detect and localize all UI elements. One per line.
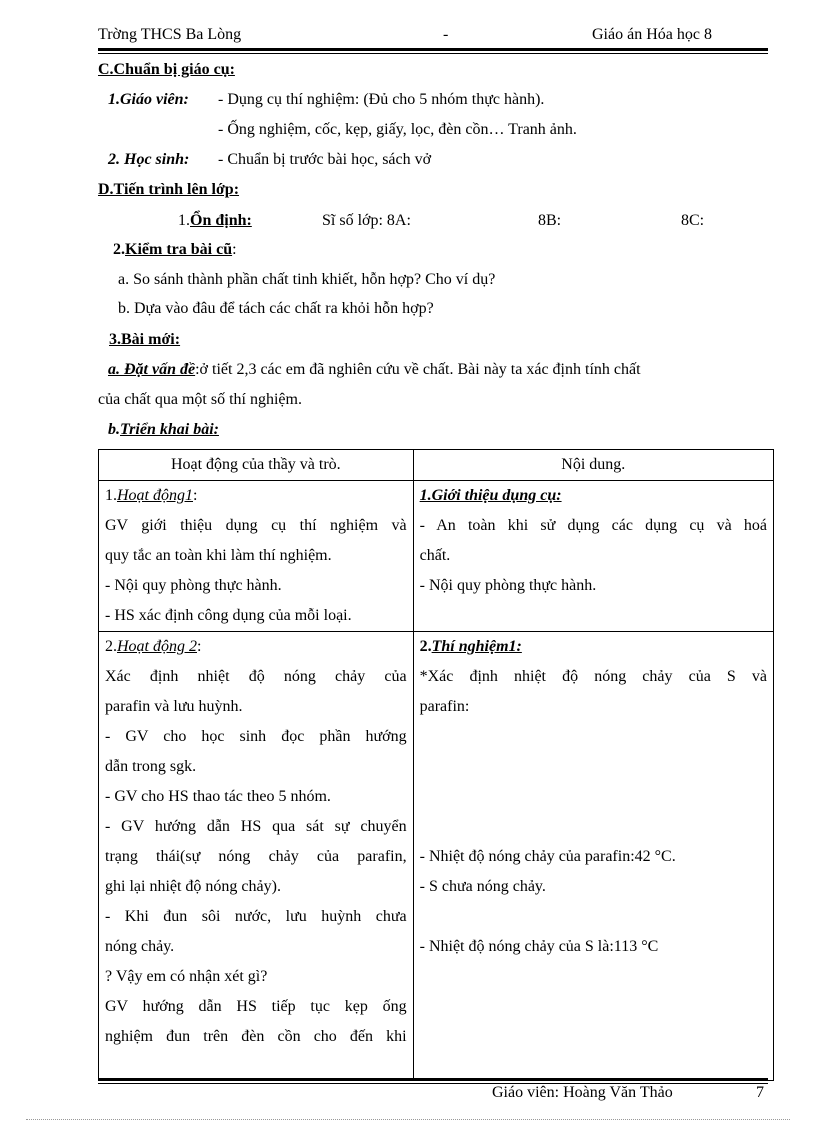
r2-left-line: - Khi đun sôi nước, lưu huỳnh chưa xyxy=(105,908,407,925)
r1-left-line: quy tắc an toàn khi làm thí nghiệm. xyxy=(105,547,332,564)
table-row xyxy=(99,632,774,1081)
activity1-label: Hoạt động1 xyxy=(117,487,193,504)
r2-right-heading xyxy=(420,632,767,662)
r2-right-num: 2. xyxy=(419,638,432,655)
ktbc-label: Kiểm tra bài cũ xyxy=(125,241,233,258)
r2-right-line: *Xác định nhiệt độ nóng chảy của S và xyxy=(419,668,767,685)
r2-right-line: - Nhiệt độ nóng chảy của S là:113 °C xyxy=(419,938,659,955)
r2-left-line: ghi lại nhiệt độ nóng chảy). xyxy=(105,878,281,895)
r2-left-line: Xác định nhiệt độ nóng chảy của xyxy=(105,668,407,685)
r2-right-title: Thí nghiệm1: xyxy=(431,638,522,655)
question-b: b. Dựa vào đâu để tách các chất ra khỏi hỗn hợp? xyxy=(118,300,434,317)
r2-left-line: GV hướng dẫn HS tiếp tục kẹp ống xyxy=(105,998,407,1015)
on-dinh-num: 1. xyxy=(178,212,190,229)
row2-left-cell xyxy=(99,632,414,1081)
activity2-num: 2. xyxy=(105,638,117,655)
spacer xyxy=(420,752,767,782)
row2-right-cell xyxy=(413,632,773,1081)
activity2-heading xyxy=(105,632,407,662)
header-rule-thick xyxy=(98,48,768,51)
activity2-colon: : xyxy=(197,638,202,655)
r2-right-line: parafin: xyxy=(419,698,470,715)
spacer xyxy=(420,722,767,752)
spacer xyxy=(420,902,767,932)
teacher-line-2: - Ống nghiệm, cốc, kẹp, giấy, lọc, đèn cồn… Tranh ảnh. xyxy=(218,121,577,138)
class-8b: 8B: xyxy=(538,212,562,229)
r2-left-line: dẫn trong sgk. xyxy=(105,758,197,775)
r2-left-line: - GV hướng dẫn HS qua sát sự chuyển xyxy=(105,818,407,835)
bai-moi-heading: 3.Bài mới: xyxy=(109,331,181,348)
spacer xyxy=(420,782,767,812)
trien-khai-prefix: b. xyxy=(108,421,120,438)
header-dash: - xyxy=(443,26,449,43)
row1-left-cell xyxy=(99,481,414,632)
r2-right-line: - S chưa nóng chảy. xyxy=(419,878,546,895)
student-label: 2. Học sinh: xyxy=(108,151,190,168)
ktbc-heading xyxy=(113,241,237,259)
r1-right-title: 1.Giới thiệu dụng cụ: xyxy=(419,487,562,504)
r1-right-line: - Nội quy phòng thực hành. xyxy=(419,577,597,594)
row1-right-cell xyxy=(413,481,773,632)
r2-right-line: - Nhiệt độ nóng chảy của parafin:42 °C. xyxy=(419,848,676,865)
dat-van-de-label: a. Đặt vấn đề xyxy=(108,361,196,378)
r2-left-line: nóng chảy. xyxy=(105,938,175,955)
r2-left-line: parafin và lưu huỳnh. xyxy=(105,698,243,715)
r1-left-line: - HS xác định công dụng của mỗi loại. xyxy=(105,607,352,624)
header-school: Trờng THCS Ba Lòng xyxy=(98,26,242,43)
footer-teacher: Giáo viên: Hoàng Văn Thảo xyxy=(492,1084,673,1101)
r1-left-line: GV giới thiệu dụng cụ thí nghiệm và xyxy=(105,517,407,534)
activity2-label: Hoạt động 2 xyxy=(117,638,197,655)
table-row xyxy=(99,481,774,632)
col2-header: Nội dung. xyxy=(413,450,773,481)
teacher-label: 1.Giáo viên: xyxy=(108,91,189,108)
question-a: a. So sánh thành phần chất tinh khiết, hỗn hợp? Cho ví dụ? xyxy=(118,271,496,288)
table-header-row xyxy=(99,450,774,481)
ktbc-colon: : xyxy=(232,241,237,258)
header-rule-thin xyxy=(98,53,768,54)
r2-left-line: nghiệm đun trên đèn cồn cho đến khi xyxy=(105,1028,407,1045)
footer-rule-thick xyxy=(98,1078,768,1081)
dat-van-de-text2: của chất qua một số thí nghiệm. xyxy=(98,391,302,408)
on-dinh xyxy=(178,212,252,230)
col1-header: Hoạt động của thầy và trò. xyxy=(99,450,414,481)
page-number: 7 xyxy=(756,1084,764,1101)
class-8c: 8C: xyxy=(681,212,705,229)
activity1-heading xyxy=(105,481,407,511)
bottom-dotted-line xyxy=(26,1119,790,1120)
dat-van-de-text1: :ở tiết 2,3 các em đã nghiên cứu về chất. Bài này ta xác định tính chất xyxy=(195,361,641,378)
r2-left-line: - GV cho HS thao tác theo 5 nhóm. xyxy=(105,788,331,805)
section-d-title: D.Tiến trình lên lớp: xyxy=(98,181,240,198)
r1-right-line: chất. xyxy=(419,547,451,564)
spacer xyxy=(420,812,767,842)
r2-left-line: ? Vậy em có nhận xét gì? xyxy=(105,968,268,985)
trien-khai-label: Triển khai bài: xyxy=(120,421,219,438)
dat-van-de xyxy=(108,361,768,379)
r2-left-line: - GV cho học sinh đọc phần hướng xyxy=(105,728,407,745)
teacher-line-1: - Dụng cụ thí nghiệm: (Đủ cho 5 nhóm thực hành). xyxy=(218,91,545,108)
activity1-num: 1. xyxy=(105,487,117,504)
r2-left-line: trạng thái(sự nóng chảy của parafin, xyxy=(105,848,407,865)
ktbc-num: 2. xyxy=(113,241,125,258)
on-dinh-label: Ổn định: xyxy=(190,212,252,229)
r1-right-line: - An toàn khi sử dụng các dụng cụ và hoá xyxy=(419,517,767,534)
header-subject: Giáo án Hóa học 8 xyxy=(592,26,712,43)
r1-left-line: - Nội quy phòng thực hành. xyxy=(105,577,282,594)
si-so: Sĩ số lớp: 8A: xyxy=(322,212,411,229)
section-c-title: C.Chuẩn bị giáo cụ: xyxy=(98,61,235,78)
activity1-colon: : xyxy=(193,487,198,504)
student-line: - Chuẩn bị trước bài học, sách vở xyxy=(218,151,432,168)
trien-khai-heading xyxy=(108,421,219,439)
lesson-table xyxy=(98,449,774,1081)
